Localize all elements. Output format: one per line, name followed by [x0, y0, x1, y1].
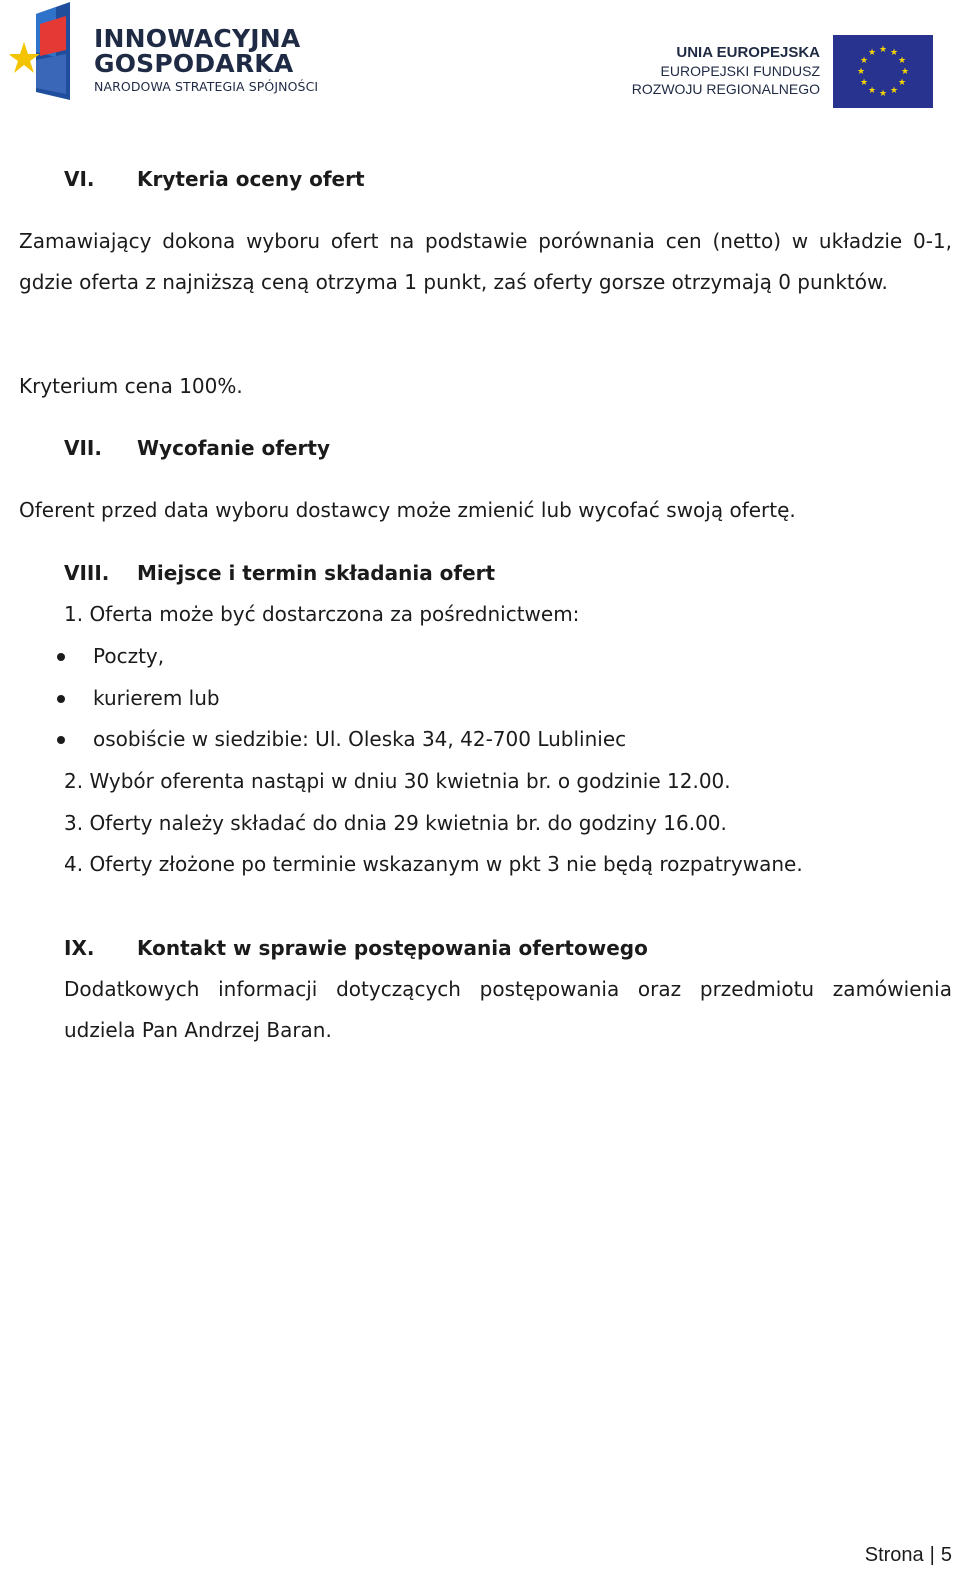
section-heading-vi	[64, 166, 365, 192]
eu-flag-icon	[833, 35, 933, 108]
list-item-1: 1. Oferta może być dostarczona za pośrednictwem:	[64, 602, 580, 626]
logo-line-1: INNOWACYJNA	[94, 24, 301, 53]
bullet-icon	[57, 695, 65, 703]
innowacyjna-gospodarka-logo-icon	[10, 2, 70, 102]
innowacyjna-gospodarka-wordmark	[94, 26, 318, 96]
eu-line-2: EUROPEJSKI FUNDUSZ	[660, 63, 820, 79]
evaluation-criteria-paragraph: Zamawiający dokona wyboru ofert na podstawie porównania cen (netto) w układzie 0-1, gdzie oferta z najniższą ceną otrzyma 1 punkt, zaś oferty gorsze otrzymają 0 punktów.	[19, 229, 952, 294]
bullet-item-1: Poczty,	[93, 644, 165, 668]
svg-text:★: ★	[897, 78, 907, 88]
section-title: Miejsce i termin składania ofert	[137, 561, 496, 585]
criterion-line: Kryterium cena 100%.	[19, 374, 243, 398]
section-title: Wycofanie oferty	[137, 436, 330, 460]
footer-separator: |	[929, 1544, 935, 1566]
svg-text:★: ★	[867, 86, 877, 96]
list-item-4: 4. Oferty złożone po terminie wskazanym w pkt 3 nie będą rozpatrywane.	[64, 852, 803, 876]
bullet-item-3: osobiście w siedzibie: Ul. Oleska 34, 42-700 Lubliniec	[93, 727, 627, 751]
page-label: Strona	[864, 1544, 924, 1566]
svg-text:★: ★	[859, 56, 869, 66]
svg-text:★: ★	[900, 67, 910, 77]
section-heading-vii	[64, 435, 330, 461]
svg-text:★: ★	[878, 89, 888, 99]
section-heading-viii	[64, 560, 495, 586]
svg-text:★: ★	[856, 67, 866, 77]
svg-text:★: ★	[867, 48, 877, 58]
eu-line-1: UNIA EUROPEJSKA	[676, 44, 820, 61]
page-header	[0, 0, 960, 120]
eu-line-3: ROZWOJU REGIONALNEGO	[631, 81, 820, 97]
eu-wordmark	[632, 44, 820, 98]
page-footer	[865, 1543, 952, 1567]
section-number: VIII.	[64, 561, 110, 585]
svg-text:★: ★	[889, 48, 899, 58]
bullet-icon	[57, 736, 65, 744]
section-title: Kryteria oceny ofert	[137, 167, 365, 191]
list-item-3: 3. Oferty należy składać do dnia 29 kwietnia br. do godziny 16.00.	[64, 811, 727, 835]
section-number: VI.	[64, 167, 95, 191]
svg-text:★: ★	[878, 45, 888, 55]
svg-text:★: ★	[859, 78, 869, 88]
withdrawal-paragraph: Oferent przed data wyboru dostawcy może zmienić lub wycofać swoją ofertę.	[19, 498, 796, 522]
bullet-item-2: kurierem lub	[93, 686, 220, 710]
page-number: 5	[940, 1544, 952, 1566]
svg-text:★: ★	[897, 56, 907, 66]
contact-paragraph: Dodatkowych informacji dotyczących postępowania oraz przedmiotu zamówienia udziela Pan Andrzej Baran.	[64, 977, 952, 1042]
bullet-icon	[57, 653, 65, 661]
list-item-2: 2. Wybór oferenta nastąpi w dniu 30 kwietnia br. o godzinie 12.00.	[64, 769, 731, 793]
section-title: Kontakt w sprawie postępowania ofertowego	[137, 936, 648, 960]
logo-line-2: GOSPODARKA	[94, 49, 294, 78]
svg-text:★: ★	[889, 86, 899, 96]
section-number: VII.	[64, 436, 102, 460]
section-number: IX.	[64, 936, 95, 960]
section-heading-ix	[64, 935, 648, 961]
logo-line-3: NARODOWA STRATEGIA SPÓJNOŚCI	[94, 79, 319, 94]
